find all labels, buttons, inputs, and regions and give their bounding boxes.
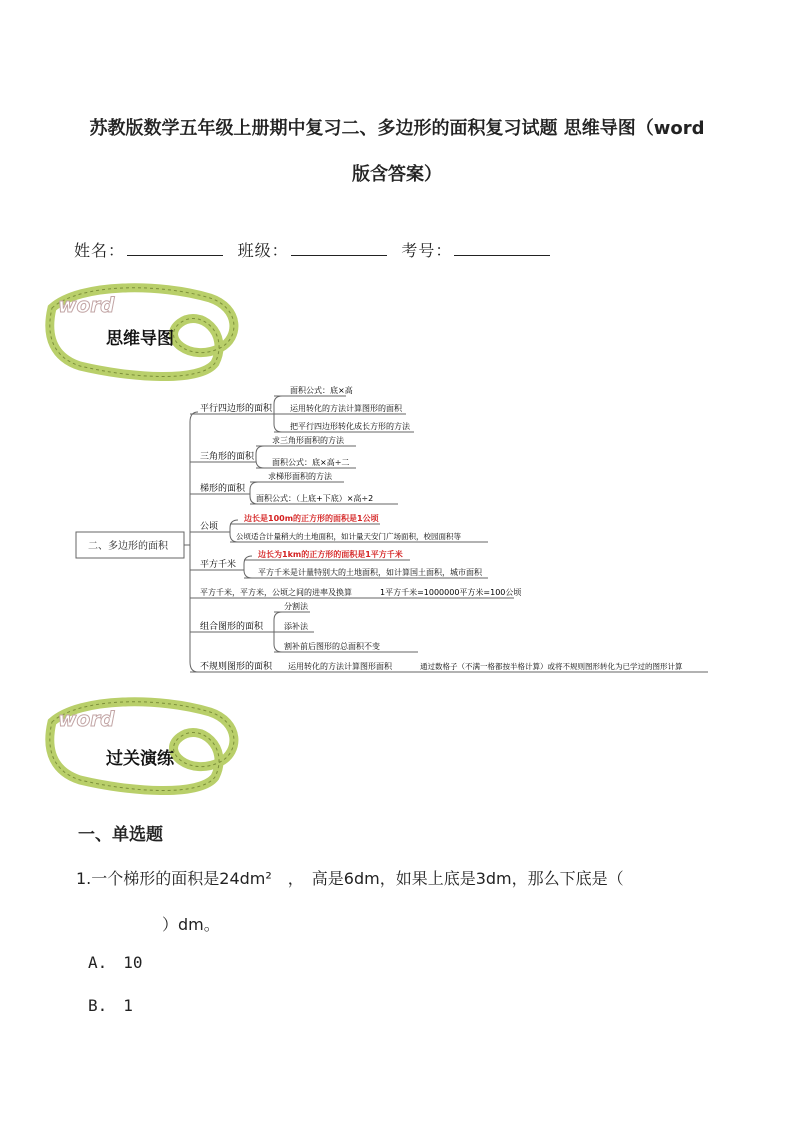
leaf-irregular-grid: 通过数格子（不满一格都按半格计算）或将不规则图形转化为已学过的图形计算 [420,662,683,671]
option-a-value: 10 [123,953,143,972]
question-1-text: 1.一个梯形的面积是24dm² ， 高是6dm，如果上底是3dm，那么下底是（ [76,869,624,888]
exam-no-blank[interactable] [454,241,550,256]
mindmap [74,382,714,680]
mindmap-root: 二、多边形的面积 [88,541,168,552]
leaf-unit-conversion: 1平方千米=1000000平方米=100公顷 [380,588,522,597]
branch-square-km: 平方千米 [200,560,237,570]
leaf-composite-rule: 割补前后图形的总面积不变 [284,642,380,651]
name-blank[interactable] [127,241,223,256]
student-info-line [74,238,554,261]
banner-word-text: word [58,293,115,317]
leaf-composite-split: 分割法 [284,602,308,611]
leaf-irregular-transform: 运用转化的方法计算图形面积 [288,662,392,671]
leaf-hectare-definition: 边长是100m的正方形的面积是1公顷 [244,514,379,523]
name-label: 姓名： [74,241,126,260]
mindmap-banner [40,278,260,388]
leaf-square-km-usage: 平方千米是计量特别大的土地面积，如计算国土面积，城市面积 [258,568,482,577]
option-a-label: A. [88,953,108,972]
branch-parallelogram: 平行四边形的面积 [200,404,273,414]
banner-label: 过关演练 [106,749,174,769]
branch-triangle: 三角形的面积 [200,452,255,462]
leaf-triangle-method: 求三角形面积的方法 [272,436,344,445]
leaf-parallelogram-method: 把平行四边形转化成长方形的方法 [290,422,410,431]
leaf-trapezoid-method: 求梯形面积的方法 [268,472,332,481]
class-label: 班级： [237,241,289,260]
practice-banner [40,692,260,802]
leaf-parallelogram-transform: 运用转化的方法计算图形的面积 [290,404,402,413]
leaf-hectare-usage: 公顷适合计量稍大的土地面积，如计量天安门广场面积，校园面积等 [236,532,461,541]
question-1-text-cont: ）dm。 [146,915,220,934]
option-b[interactable] [88,996,133,1015]
banner-word-text: word [58,707,115,731]
option-a[interactable] [88,953,143,972]
leaf-square-km-definition: 边长为1km的正方形的面积是1平方千米 [258,550,403,559]
option-b-value: 1 [123,996,133,1015]
section-title: 一、单选题 [78,825,163,845]
option-b-label: B. [88,996,108,1015]
branch-composite: 组合图形的面积 [200,622,264,632]
branch-trapezoid: 梯形的面积 [200,484,246,494]
branch-irregular: 不规则图形的面积 [200,662,273,672]
leaf-composite-add: 添补法 [284,622,308,631]
branch-hectare: 公顷 [200,522,219,532]
exam-no-label: 考号： [401,241,453,260]
class-blank[interactable] [291,241,387,256]
leaf-parallelogram-formula: 面积公式：底×高 [290,386,353,395]
banner-label: 思维导图 [106,329,174,349]
branch-unit-conversion: 平方千米，平方米，公顷之间的进率及换算 [200,588,352,597]
document-title-line2: 版含答案） [352,164,442,185]
leaf-trapezoid-formula: 面积公式：（上底+下底）×高÷2 [256,494,374,503]
leaf-triangle-formula: 面积公式：底×高÷二 [272,458,350,467]
document-title-line1: 苏教版数学五年级上册期中复习二、多边形的面积复习试题 思维导图（word [89,118,705,139]
